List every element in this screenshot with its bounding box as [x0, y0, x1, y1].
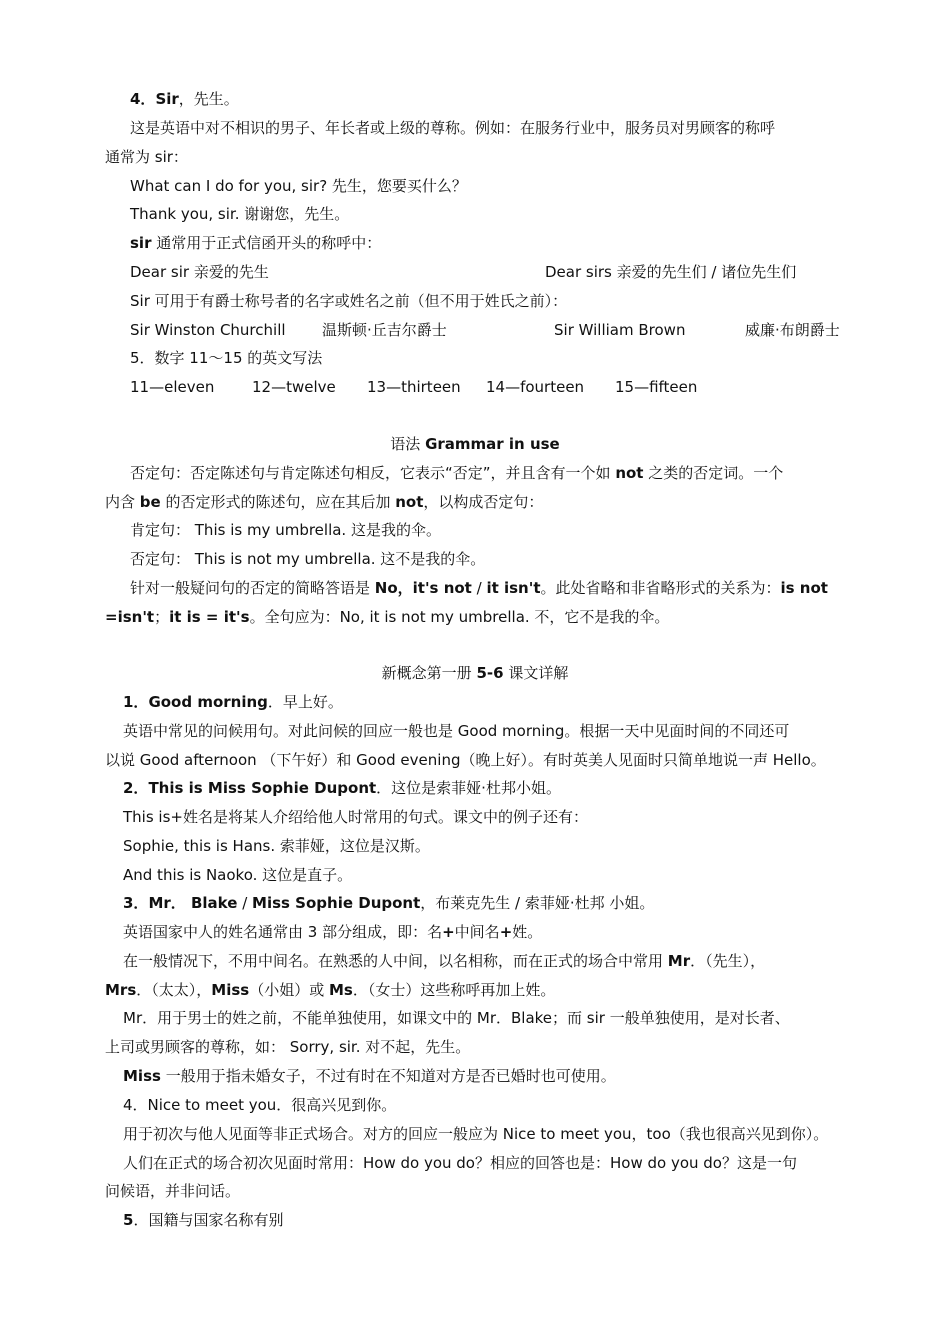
- grammar-para-line-1: 否定句：否定陈述句与肯定陈述句相反，它表示“否定”，并且含有一个如 not 之类的否定词。一个: [130, 464, 784, 482]
- sir-letter-usage: sir 通常用于正式信函开头的称呼中：: [130, 234, 382, 252]
- item-3-line-5: 上司或男顾客的尊称，如： Sorry, sir. 对不起，先生。: [105, 1038, 471, 1056]
- item-1-line-1: 英语中常见的问候用句。对此问候的回应一般也是 Good morning。根据一天中见面时间的不同还可: [123, 722, 790, 740]
- section-4-intro-line-1: 这是英语中对不相识的男子、年长者或上级的尊称。例如：在服务行业中，服务员对男顾客的称呼: [130, 119, 776, 137]
- example-churchill-cn: 温斯顿·丘吉尔爵士: [322, 321, 447, 339]
- number-15: 15—fifteen: [615, 378, 698, 396]
- item-4-line-1: 用于初次与他人见面等非正式场合。对方的回应一般应为 Nice to meet you，too（我也很高兴见到你）。: [123, 1125, 829, 1143]
- example-churchill-en: Sir Winston Churchill: [130, 321, 286, 339]
- grammar-title: 语法 Grammar in use: [390, 435, 560, 453]
- number-13: 13—thirteen: [367, 378, 461, 396]
- item-1-line-2: 以说 Good afternoon （下午好）和 Good evening（晚上好）。有时英美人见面时只简单地说一声 Hello。: [105, 751, 826, 769]
- item-3-line-6: Miss 一般用于指未婚女子，不过有时在不知道对方是否已婚时也可使用。: [123, 1067, 616, 1085]
- lesson-title: 新概念第一册 5-6 课文详解: [381, 664, 569, 682]
- item-2-heading: 2．This is Miss Sophie Dupont．这位是索菲娅·杜邦小姐。: [123, 779, 561, 797]
- item-3-line-2: 在一般情况下，不用中间名。在熟悉的人中间，以名相称，而在正式的场合中常用 Mr．（先生），: [123, 952, 766, 970]
- grammar-para-line-2: 内含 be 的否定形式的陈述句，应在其后加 not，以构成否定句：: [105, 493, 544, 511]
- item-2-line-1: This is+姓名是将某人介绍给他人时常用的句式。课文中的例子还有：: [123, 808, 588, 826]
- item-5-heading: 5．国籍与国家名称有别: [123, 1211, 284, 1229]
- item-4-line-3: 问候语，并非问话。: [105, 1182, 241, 1200]
- number-14: 14—fourteen: [486, 378, 585, 396]
- item-2-example-1: Sophie, this is Hans. 索菲娅，这位是汉斯。: [123, 837, 430, 855]
- sir-title-rule: Sir 可用于有爵士称号者的名字或姓名之前（但不用于姓氏之前）：: [130, 292, 568, 310]
- example-brown-en: Sir William Brown: [554, 321, 686, 339]
- example-thank-you-sir: Thank you, sir. 谢谢您，先生。: [130, 205, 350, 223]
- item-3-line-1: 英语国家中人的姓名通常由 3 部分组成，即：名+中间名+姓。: [123, 923, 543, 941]
- section-4-intro-line-2: 通常为 sir：: [105, 148, 188, 166]
- section-5-heading: 5．数字 11～15 的英文写法: [130, 349, 323, 367]
- section-4-heading: 4．Sir，先生。: [130, 90, 239, 108]
- example-what-can-i-do: What can I do for you, sir? 先生，您要买什么？: [130, 177, 467, 195]
- example-brown-cn: 威廉·布朗爵士: [745, 321, 840, 339]
- short-answer-line-2: =isn't；it is = it's。全句应为：No, it is not my umbrella. 不，它不是我的伞。: [105, 608, 670, 626]
- short-answer-line-1: 针对一般疑问句的否定的简略答语是 No，it's not / it isn't。此处省略和非省略形式的关系为：is not: [130, 579, 828, 597]
- item-4-heading: 4．Nice to meet you．很高兴见到你。: [123, 1096, 397, 1114]
- item-4-line-2: 人们在正式的场合初次见面时常用：How do you do？相应的回答也是：How do you do？这是一句: [123, 1154, 797, 1172]
- number-11: 11—eleven: [130, 378, 215, 396]
- item-3-line-4: Mr．用于男士的姓之前，不能单独使用，如课文中的 Mr．Blake；而 sir 一般单独使用，是对长者、: [123, 1009, 790, 1027]
- item-3-line-3: Mrs．（太太），Miss（小姐）或 Ms．（女士）这些称呼再加上姓。: [105, 981, 556, 999]
- item-1-heading: 1．Good morning．早上好。: [123, 693, 343, 711]
- item-3-heading: 3．Mr． Blake / Miss Sophie Dupont，布莱克先生 / 索菲娅·杜邦 小姐。: [123, 894, 655, 912]
- affirmative-example: 肯定句： This is my umbrella. 这是我的伞。: [130, 521, 441, 539]
- negative-example: 否定句： This is not my umbrella. 这不是我的伞。: [130, 550, 486, 568]
- number-12: 12—twelve: [252, 378, 336, 396]
- item-2-example-2: And this is Naoko. 这位是直子。: [123, 866, 353, 884]
- example-dear-sirs: Dear sirs 亲爱的先生们 / 诸位先生们: [545, 263, 797, 281]
- example-dear-sir: Dear sir 亲爱的先生: [130, 263, 269, 281]
